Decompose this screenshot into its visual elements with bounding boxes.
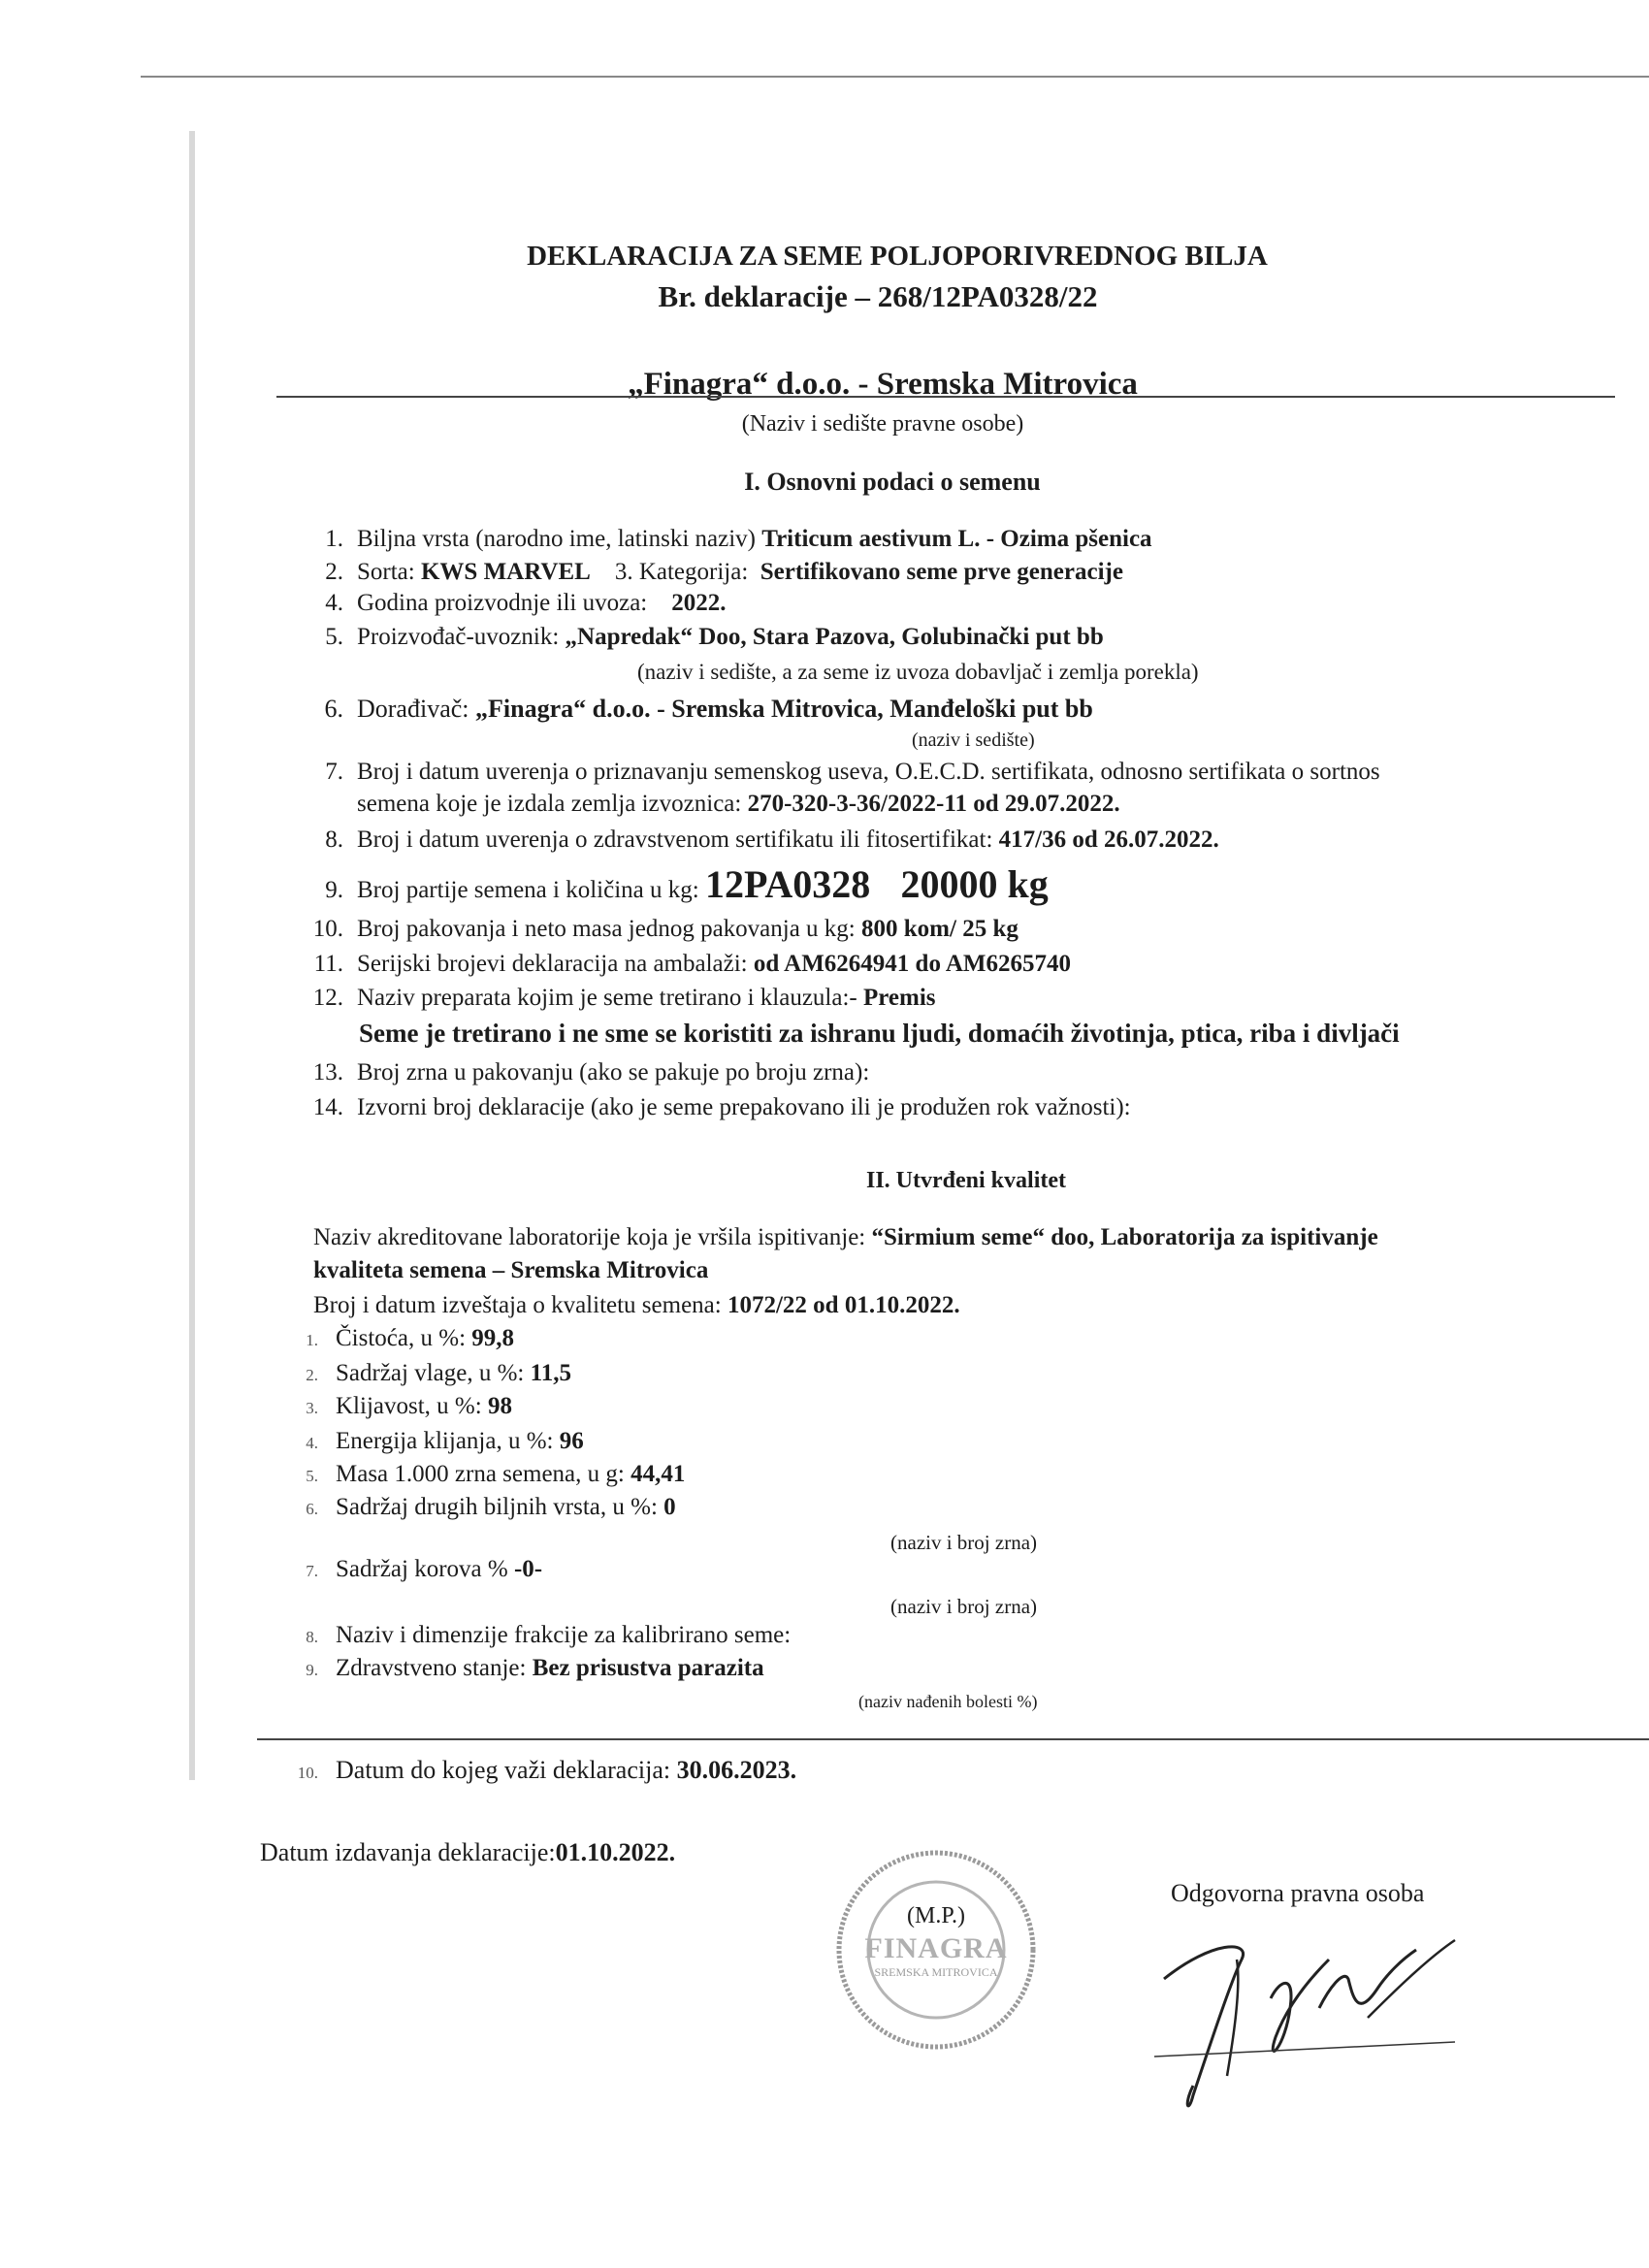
item-11: 11. Serijski brojevi deklaracija na ambalaži: od AM6264941 do AM6265740 (313, 951, 1071, 977)
stamp-label: (M.P.) (906, 1903, 965, 1928)
quality-4: 4. Energija klijanja, u %: 96 (306, 1428, 584, 1454)
quality-1: 1. Čistoća, u %: 99,8 (306, 1325, 515, 1351)
item-7-line2: semena koje je izdala zemlja izvoznica: 270-320-3-36/2022-11 od 29.07.2022. (357, 791, 1120, 817)
item-13: 13. Broj zrna u pakovanju (ako se pakuje po broju zrna): (312, 1059, 870, 1085)
responsible-person: Odgovorna pravna osoba (1171, 1879, 1425, 1907)
company-name: „Finagra“ d.o.o. - Sremska Mitrovica (628, 367, 1138, 402)
item-1: 1. Biljna vrsta (narodno ime, latinski naziv) Triticum aestivum L. - Ozima pšenica (325, 526, 1152, 552)
stamp-city: SREMSKA MITROVICA (874, 1965, 998, 1979)
document-title: DEKLARACIJA ZA SEME POLJOPORIVREDNOG BILJA (527, 241, 1268, 272)
declaration-number: Br. deklaracije – 268/12PA0328/22 (658, 279, 1098, 313)
quality-7-caption: (naziv i broj zrna) (890, 1595, 1038, 1618)
quality-7: 7. Sadržaj korova % -0- (306, 1556, 543, 1582)
item-14: 14. Izvorni broj deklaracije (ako je seme prepakovano ili je produžen rok važnosti): (312, 1094, 1131, 1120)
stamp-text: FINAGRA (864, 1932, 1008, 1964)
scan-edge-top (141, 76, 1649, 78)
quality-8: 8. Naziv i dimenzije frakcije za kalibrirano seme: (306, 1622, 792, 1648)
lab-line1: Naziv akreditovane laboratorije koja je vršila ispitivanje: “Sirmium seme“ doo, Laboratorija za ispitivanje (313, 1224, 1378, 1250)
quality-9-caption: (naziv nađenih bolesti %) (858, 1692, 1038, 1711)
item-2: 2. Sorta: KWS MARVEL 3. Kategorija: Sertifikovano seme prve generacije (325, 559, 1123, 585)
item-8: 8. Broj i datum uverenja o zdravstvenom sertifikatu ili fitosertifikat: 417/36 od 26.07.2022. (325, 826, 1219, 853)
lab-line2: kvaliteta semena – Sremska Mitrovica (313, 1257, 709, 1283)
item-12: 12. Naziv preparata kojim je seme tretirano i klauzula:- Premis (312, 985, 936, 1011)
item-4: 4. Godina proizvodnje ili uvoza: 2022. (325, 590, 727, 616)
section1-heading: I. Osnovni podaci o semenu (744, 468, 1041, 496)
signature-icon (1135, 1921, 1504, 2134)
item-9: 9. Broj partije semena i količina u kg: 12PA0328 20000 kg (325, 862, 1049, 906)
item-7-line1: 7. Broj i datum uverenja o priznavanju semenskog useva, O.E.C.D. sertifikata, odnosno sertifikata o sortnos (325, 759, 1380, 785)
signature (1135, 1921, 1504, 2134)
quality-6-caption: (naziv i broj zrna) (890, 1531, 1038, 1554)
quality-9: 9. Zdravstveno stanje: Bez prisustva parazita (306, 1655, 764, 1681)
item-5-caption: (naziv i sedište, a za seme iz uvoza dobavljač i zemlja porekla) (637, 660, 1199, 684)
report-line: Broj i datum izveštaja o kvalitetu semena: 1072/22 od 01.10.2022. (313, 1292, 960, 1318)
quality-2: 2. Sadržaj vlage, u %: 11,5 (306, 1360, 571, 1386)
validity-rule (257, 1738, 1649, 1740)
item-6: 6. Dorađivač: „Finagra“ d.o.o. - Sremska Mitrovica, Manđeloški put bb (324, 695, 1093, 723)
company-caption: (Naziv i sedište pravne osobe) (741, 411, 1024, 437)
issue-date: Datum izdavanja deklaracije:01.10.2022. (260, 1838, 676, 1866)
company-stamp (829, 1843, 1043, 2057)
company-rule (276, 396, 1615, 398)
item-10: 10. Broj pakovanja i neto masa jednog pakovanja u kg: 800 kom/ 25 kg (312, 916, 1018, 942)
quality-5: 5. Masa 1.000 zrna semena, u g: 44,41 (306, 1461, 686, 1487)
item-5: 5. Proizvođač-uvoznik: „Napredak“ Doo, Stara Pazova, Golubinački put bb (325, 624, 1104, 650)
validity-date: 10. Datum do kojeg važi deklaracija: 30.06.2023. (297, 1756, 797, 1784)
quality-6: 6. Sadržaj drugih biljnih vrsta, u %: 0 (306, 1494, 676, 1520)
section2-heading: II. Utvrđeni kvalitet (866, 1168, 1066, 1193)
quality-3: 3. Klijavost, u %: 98 (306, 1393, 512, 1419)
item-12-warning: Seme je tretirano i ne sme se koristiti za ishranu ljudi, domaćih životinja, ptica, riba i divljači (359, 1019, 1400, 1048)
item-6-caption: (naziv i sedište) (912, 729, 1035, 751)
